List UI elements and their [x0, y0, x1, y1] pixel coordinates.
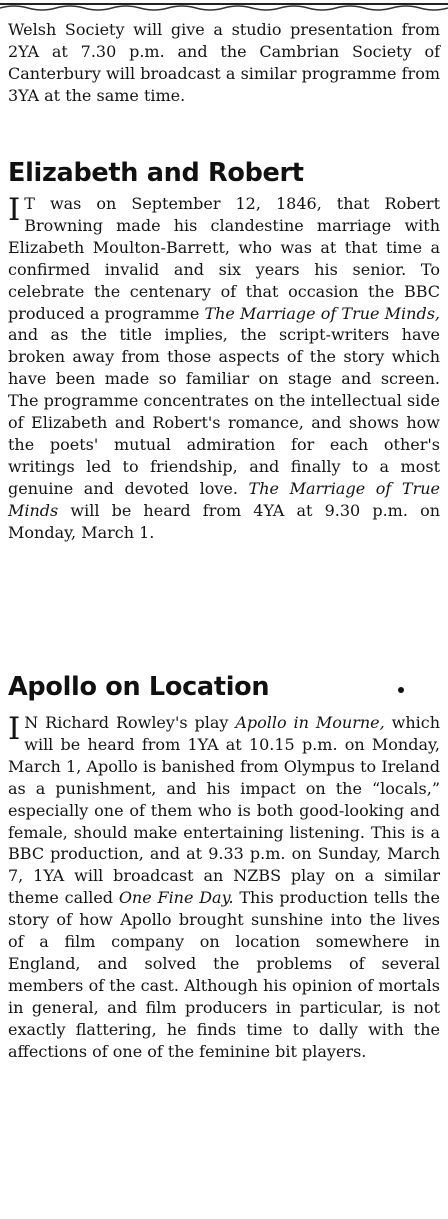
drop-cap: I — [8, 192, 21, 228]
play-title: Apollo in Mourne, — [235, 713, 385, 732]
top-wavy-rule — [0, 0, 448, 14]
program-title: The Marriage of True Minds, — [204, 303, 440, 323]
drop-cap: I — [8, 711, 21, 747]
intro-paragraph: Welsh Society will give a studio presentation from 2YA at 7.30 p.m. and the Cambrian Society of Canterbury will broadcast a similar programme from 3YA at the same time. — [8, 20, 440, 105]
article-text: N Richard Rowley's play — [24, 713, 236, 732]
article-text: and as the title implies, the script-writers have broken away from those aspects of the story which have been made so familiar on stage and screen. The programme concentrates on the intellectual side of Elizabeth and Robert's romance, and shows how the poets' mutual admiration for each other's writings led to friendship, and finally to a most genuine and devoted love. — [8, 325, 440, 498]
ink-dot — [398, 687, 404, 693]
section-heading-apollo: Apollo on Location — [8, 672, 270, 702]
article-elizabeth-robert — [8, 193, 440, 544]
play-title: One Fine Day. — [118, 888, 234, 908]
article-text: will be heard from 4YA at 9.30 p.m. on Monday, March 1. — [8, 500, 440, 542]
article-text: This production tells the story of how Apollo brought sunshine into the lives of a film company on location somewhere in England, and solved the problems of several members of the cast. Although his opinion of mortals in general, and film producers in particular, is not exactly flattering, he finds time to dally with the affections of one of the feminine bit players. — [8, 888, 440, 1061]
section-heading-elizabeth: Elizabeth and Robert — [8, 158, 304, 188]
program-title: The Marriage of True Minds — [8, 478, 441, 520]
article-apollo-on-location — [8, 712, 440, 1063]
article-text: T was on September 12, 1846, that Robert Browning made his clandestine marriage with Elizabeth Moulton-Barrett, who was at that time a confirmed invalid and six years his senior. To celebrate the centenary of that occasion the BBC produced a programme — [8, 194, 440, 323]
article-text: which will be heard from 1YA at 10.15 p.m. on Monday, March 1, Apollo is banished from Olympus to Ireland as a punishment, and his impact on the “locals,” especially one of them who is both good-looking and female, should make entertaining listening. This is a BBC production, and at 9.33 p.m. on Sunday, March 7, 1YA will broadcast an NZBS play on a similar theme called — [8, 713, 441, 908]
